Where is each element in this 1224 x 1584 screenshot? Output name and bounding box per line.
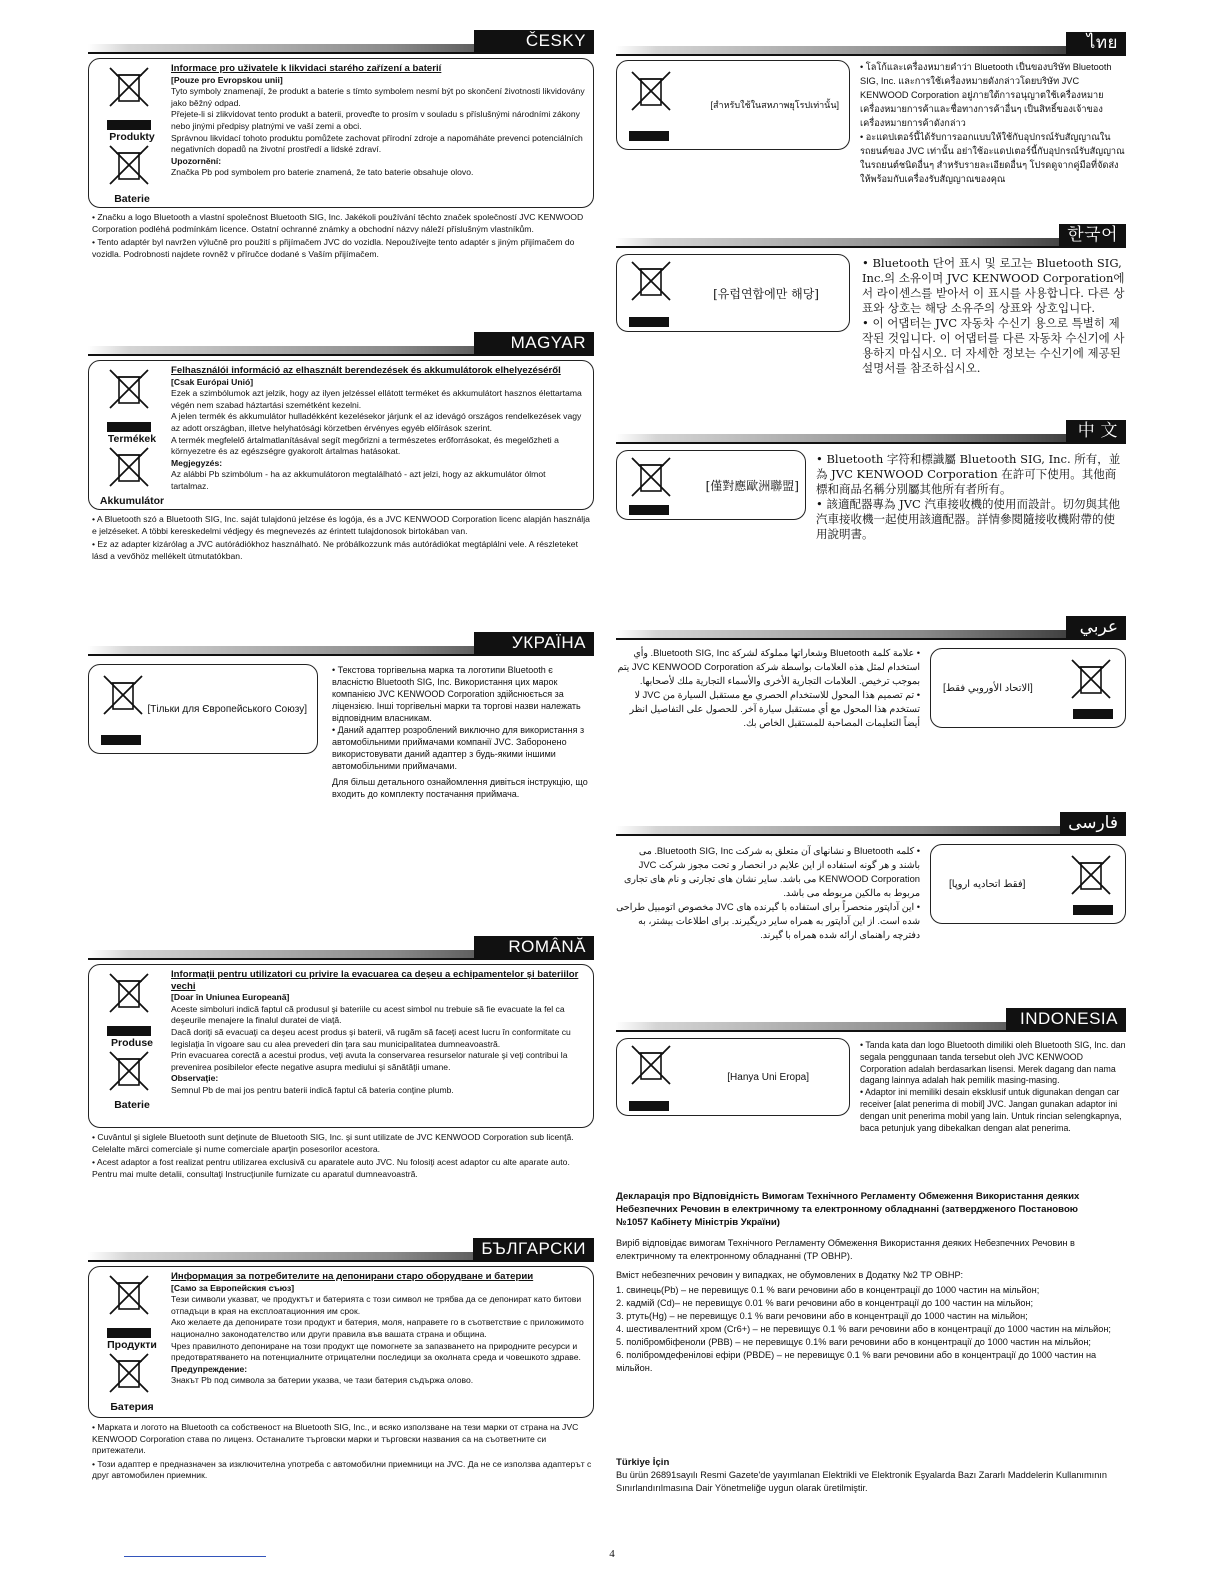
- paragraph: A termék megfelelő ártalmatlanításával segít megőrizni a természetes erőforrásokat, és megelőzheti a környezetre és az egészségre gyakorolt ártalmas hatásokat.: [171, 434, 559, 457]
- disposal-icons: [97, 1273, 169, 1413]
- bullet-item: • Acest adaptor a fost realizat pentru utilizarea exclusivă cu aparatele auto JVC. Nu folosiţi acest adaptor cu alte aparate auto. Pentru mai multe detalii, consultaţi Instrucţiunile furnizate cu aparatul dumneavoastră.: [92, 1157, 570, 1179]
- products-label: Produse: [110, 1037, 153, 1049]
- section-farsi: [616, 813, 1126, 940]
- paragraph: Az alábbi Pb szimbólum - ha az akkumulátoron megtalálható - azt jelzi, hogy az akkumulátor ólmot tartalmaz.: [171, 469, 546, 491]
- paragraph: Značka Pb pod symbolem pro baterie znamená, že tato baterie obsahuje olovo.: [171, 167, 474, 178]
- bullet-list: [616, 844, 920, 942]
- region-note: [Тільки для Європейського Союзу]: [147, 703, 307, 715]
- disposal-text: [171, 1267, 593, 1393]
- bullet-item: • Текстова торгівельна марка та логотипи Bluetooth є власністю Bluetooth SIG, Inc. Використання цих марок компанією JVC KENWOOD Corporation здійснюється за ліцензією. Інші торгівельні марки та торгові назви належать відповідним власникам.: [332, 665, 581, 723]
- eu-only-box: [616, 450, 806, 520]
- eu-only-box: [616, 1038, 850, 1116]
- list-item: 2. кадмій (Cd)– не перевищує 0.01 % ваги речовини або в концентрації до 100 частин на мільйон;: [616, 1298, 1034, 1308]
- black-bar: [107, 120, 151, 130]
- section-header: [616, 34, 1126, 56]
- section-korean: [616, 225, 1126, 375]
- crossed-bin-icon: [107, 143, 151, 187]
- bullet-item: • تم تصميم هذا المحول للاستخدام الحصري مع مستقبل السيارة من JVC لا تستخدم هذا المحول مع أي مستقبل سيارة آخر. للحصول على التفاصيل انظر أيضاً التعليمات المصاحبة للمستقبل الخاص بك.: [629, 689, 920, 728]
- crossed-bin-icon: [1069, 657, 1113, 701]
- section-header: [616, 814, 1126, 836]
- language-tag: ROMÂNĂ: [474, 936, 594, 958]
- bullet-list: [616, 646, 920, 730]
- warning-heading: Upozornění:: [171, 155, 222, 166]
- language-tag: فارسی: [1060, 812, 1126, 834]
- bullet-item: • Този адаптер е предназначен за изключителна употреба с автомобилни приемници на JVC. Да не се използва адаптерът с друг автомобилен приемник.: [92, 1458, 592, 1481]
- disposal-info-box: [88, 1266, 594, 1418]
- battery-label: Akkumulátor: [99, 495, 165, 507]
- section-header: [88, 334, 594, 356]
- region-note: [Doar în Uniunea Europeană]: [171, 992, 290, 1003]
- paragraph: Správnou likvidací tohoto produktu pomůžete zachovat přírodní zdroje a napomáháte prevenci potenciálních negativních dopadů na životní prostředí a lidské zdraví.: [171, 132, 583, 155]
- section-header: [616, 422, 1126, 444]
- language-tag: 中 文: [1066, 420, 1126, 442]
- crossed-bin-icon: [107, 65, 151, 109]
- list-item: 5. полібромбіфеноли (PBB) – не перевищує 0.1% ваги речовини або в концентрації до 1000 частин на мільйон;: [616, 1337, 1091, 1347]
- bullet-list: [862, 256, 1128, 376]
- bullet-item: • Ez az adapter kizárólag a JVC autórádiókhoz használható. Ne próbálkozzunk más autórádiókat megtáplálni vele. A részleteket lásd a vevőhöz mellékelt útmutatókban.: [92, 539, 578, 561]
- crossed-bin-icon: [629, 455, 673, 499]
- region-note: [فقط اتحادیه اروپا]: [949, 878, 1026, 890]
- paragraph: Вміст небезпечних речовин у випадках, не обумовлених в Додатку №2 ТР ОВНР:: [616, 1270, 964, 1280]
- turkey-heading: Türkiye İçin: [616, 1457, 670, 1468]
- bullet-item: • อะแดปเตอร์นี้ได้รับการออกแบบให้ใช้กับอุปกรณ์รับสัญญาณในรถยนต์ของ JVC เท่านั้น อย่าใช้อะแดปเตอร์นี้กับอุปกรณ์รับสัญญาณในรถยนต์ชนิดอื่นๆ สำหรับรายละเอียดอื่นๆ โปรดดูจากคู่มือที่จัดส่งให้พร้อมกับเครื่องรับสัญญาณของคุณ: [860, 132, 1125, 184]
- warning-heading: Observaţie:: [171, 1073, 219, 1084]
- bullet-list: [88, 1132, 594, 1180]
- crossed-bin-icon: [629, 1043, 673, 1087]
- black-bar: [1073, 709, 1113, 719]
- warning-heading: Megjegyzés:: [171, 457, 223, 468]
- bullet-item: • Bluetooth 字符和標識屬 Bluetooth SIG, Inc. 所有，並為 JVC KENWOOD Corporation 在許可下使用。其他商標和商品名稱分別屬其他所有者所有。: [816, 452, 1121, 496]
- paragraph: Тези символи указват, че продуктът и батерията с този символ не трябва да се депонират като битови отпадъци в края на експлоатационния им срок.: [171, 1294, 582, 1316]
- paragraph: Чрез правилното депониране на този продукт ще помогнете за запазването на природните ресурси и предотвратяването на потенциалните отрицателни последици за околната среда и човешкото здраве.: [171, 1340, 581, 1363]
- bullet-list: [816, 452, 1126, 542]
- paragraph: Dacă doriţi să evacuaţi ca deşeu acest produs şi baterii, vă rugăm să faceţi acest lucru în conformitate cu legislaţia în vigoare sau cu alea prevederi din ţara sau municipalitatea dumneavoastră.: [171, 1026, 571, 1049]
- black-bar: [629, 505, 669, 515]
- crossed-bin-icon: [107, 445, 151, 489]
- declaration-heading: Декларація про Відповідність Вимогам Технічного Регламенту Обмеження Використання деяких Небезпечних Речовин в електричному та електронному обладнанні (затвердженого Постановою №1057 Кабінету Міністрів України): [616, 1191, 1080, 1228]
- crossed-bin-icon: [107, 1049, 151, 1093]
- paragraph: Bu ürün 26891sayılı Resmi Gazete'de yayımlanan Elektrikli ve Elektronik Eşyalarda Bazı Zararlı Maddelerin Kullanımının Sınırlandırılmasına Dair Yönetmeliğe uygun olarak üretilmiştir.: [616, 1470, 1107, 1493]
- section-header: [616, 1010, 1126, 1032]
- language-tag: БЪЛГАРСКИ: [473, 1238, 594, 1260]
- region-note: [Pouze pro Evropskou unii]: [171, 74, 283, 85]
- region-note: [الاتحاد الأوروبي فقط]: [943, 682, 1033, 694]
- black-bar: [629, 1101, 669, 1111]
- eu-only-box: [88, 664, 318, 754]
- language-tag: УКРАЇНА: [474, 632, 594, 654]
- section-arabic: [616, 617, 1126, 728]
- crossed-bin-icon: [107, 1351, 151, 1395]
- paragraph: Přejete-li si zlikvidovat tento produkt a baterii, proveďte to prosím v souladu s příslušnými národními zákony nebo jinými předpisy platnými ve vaší zemi a obci.: [171, 109, 580, 131]
- bullet-list: [332, 664, 594, 800]
- bullet-item: • Cuvântul şi siglele Bluetooth sunt deţinute de Bluetooth SIG, Inc. şi sunt utilizate de JVC KENWOOD Corporation sub licenţă. Celelalte mărci comerciale şi nume comerciale aparţin posesorilor acestora.: [92, 1132, 574, 1154]
- language-tag: 한국어: [1059, 224, 1126, 246]
- battery-label: Baterie: [114, 1099, 150, 1111]
- section-header: [88, 634, 594, 656]
- products-label: Produkty: [109, 131, 155, 143]
- disposal-icons: [97, 65, 169, 205]
- list-item: 6. полібромдефенілові ефіри (PBDE) – не перевищує 0.1 % ваги речовини або в концентрації до 1000 частин на мільйон.: [616, 1350, 1097, 1373]
- products-label: Termékek: [107, 433, 157, 445]
- bullet-item: • Даний адаптер розроблений виключно для використання з автомобільними приймачами компанії JVC. Заборонено використовувати даний адаптер з будь-якими іншими автомобільними приймачами.: [332, 725, 585, 771]
- disposal-title: Информация за потребителите на депонирани старо оборудване и батерии: [171, 1271, 534, 1282]
- language-tag: ČESKY: [474, 30, 594, 52]
- paragraph: Tyto symboly znamenají, že produkt a baterie s tímto symbolem nesmí být po skončení životnosti likvidovány jako běžný odpad.: [171, 86, 585, 108]
- bullet-item: • 該適配器專為 JVC 汽車接收機的使用而設計。切勿與其他汽車接收機一起使用該適配器。詳情參閱隨接收機附帶的使用說明書。: [816, 497, 1120, 541]
- disposal-icons: [97, 971, 169, 1111]
- section-header: [616, 226, 1126, 248]
- section-header: [88, 938, 594, 960]
- bullet-list: [860, 1040, 1126, 1134]
- bullet-list: [860, 60, 1126, 186]
- crossed-bin-icon: [629, 259, 673, 303]
- black-bar: [107, 1328, 151, 1338]
- bullet-item: • Tento adaptér byl navržen výlučně pro použití s přijímačem JVC do vozidla. Nepoužívejte tento adaptér s jiným přijímačem do vozidla. Podrobnosti najdete rovněž v příručce dodané s Vaším přijímačem.: [92, 237, 575, 259]
- language-tag: عربي: [1066, 616, 1126, 638]
- products-label: Продукти: [107, 1339, 157, 1351]
- crossed-bin-icon: [1069, 853, 1113, 897]
- bullet-item: • Značku a logo Bluetooth a vlastní společnost Bluetooth SIG, Inc. Jakékoli používání těchto značek společností JVC KENWOOD Corporation podléhá podmínkám licence. Ostatní ochranné známky a obchodní názvy náleží příslušným vlastníkům.: [92, 212, 584, 234]
- crossed-bin-icon: [629, 69, 673, 113]
- paragraph: Виріб відповідає вимогам Технічного Регламенту Обмеження Використання деяких Небезпечних Речовин в електричному та електронному обладнанні (ТР ОВНР).: [616, 1238, 1075, 1261]
- bullet-item: • A Bluetooth szó a Bluetooth SIG, Inc. saját tulajdonú jelzése és logója, és a JVC KENWOOD Corporation licenc alapján használja e jelzéseket. A többi kereskedelmi védjegy és megnevezés az érintett tulajdonosok birtokában van.: [92, 514, 590, 536]
- turkey-compliance: [616, 1456, 1112, 1495]
- eu-only-box: [930, 844, 1126, 924]
- bullet-list: [88, 1422, 594, 1482]
- region-note: [僅對應歐洲聯盟]: [705, 478, 799, 493]
- bullet-item: • Марката и логото на Bluetooth са собственост на Bluetooth SIG, Inc., и всяко използване на тези марки от страна на JVC KENWOOD Corporation става по лиценз. Останалите търговски марки и търговски названия са на съответните си притежатели.: [92, 1422, 579, 1456]
- battery-label: Baterie: [114, 193, 150, 205]
- paragraph: Знакът Pb под символа за батерии указва, че тази батерия съдържа олово.: [171, 1375, 474, 1386]
- region-note: [สำหรับใช้ในสหภาพยุโรปเท่านั้น]: [710, 100, 839, 110]
- section-ukraine: [88, 633, 594, 799]
- section-header: [88, 32, 594, 54]
- disposal-title: Informaţii pentru utilizatori cu privire la evacuarea ca deşeu a echipamentelor şi bateriilor vechi: [171, 969, 579, 992]
- section-cesky: [88, 32, 594, 262]
- bullet-item: Для більш детального ознайомлення дивіться інструкцію, що входить до комплекту постачання приймача.: [332, 777, 588, 799]
- disposal-title: Felhasználói információ az elhasznált berendezések és akkumulátorok elhelyezéséről: [171, 365, 561, 376]
- list-item: 4. шестивалентний хром (Cr6+) – не перевищує 0.1 % ваги речовини або в концентрації до 1000 частин на мільйон;: [616, 1324, 1111, 1334]
- paragraph: A jelen termék és akkumulátor hulladékként kezelésekor járjunk el az idevágó országos rendelkezések vagy az adott országban, illetve helyhatósági körzetben érvényes egyéb előírások szerint.: [171, 411, 582, 433]
- crossed-bin-icon: [107, 1273, 151, 1317]
- substance-list: [616, 1284, 1112, 1375]
- section-magyar: [88, 334, 594, 564]
- rohs-declaration: [616, 1190, 1112, 1375]
- disposal-info-box: [88, 360, 594, 510]
- bullet-item: • Tanda kata dan logo Bluetooth dimiliki oleh Bluetooth SIG, Inc. dan segala penggunaan tanda tersebut oleh JVC KENWOOD Corporation adalah berdasarkan lisensi. Merek dagang dan nama dagang lainnya adalah hak pemilik masing-masing.: [860, 1040, 1126, 1086]
- section-header: [616, 618, 1126, 640]
- paragraph: Prin evacuarea corectă a acestui produs, veţi avuta la conservarea resurselor naturale şi veţi contribui la prevenirea posibilelor efecte negative asupra mediului şi sănătăţii umane.: [171, 1050, 568, 1072]
- battery-label: Батерия: [110, 1401, 154, 1413]
- disposal-text: [171, 965, 593, 1103]
- disposal-text: [171, 59, 593, 185]
- bullet-item: • Bluetooth 단어 표시 및 로고는 Bluetooth SIG, Inc.의 소유이며 JVC KENWOOD Corporation에서 라이센스를 받아서 이 표시를 사용합니다. 다른 상표와 상호는 해당 소유주의 상표와 상호입니다.: [862, 256, 1125, 315]
- disposal-info-box: [88, 58, 594, 208]
- paragraph: Ако желаете да депонирате този продукт и батерия, моля, направете го в съответствие с приложимото национално законодателство или други правила във вашата страна и община.: [171, 1317, 584, 1339]
- warning-heading: Предупреждение:: [171, 1363, 248, 1374]
- eu-only-box: [930, 648, 1126, 728]
- paragraph: Ezek a szimbólumok azt jelzik, hogy az ilyen jelzéssel ellátott terméket és akkumulátort hasznos élettartama végén nem szabad háztartási szemétként kezelni.: [171, 388, 582, 410]
- black-bar: [1073, 905, 1113, 915]
- bullet-list: [88, 514, 594, 562]
- black-bar: [629, 131, 669, 141]
- section-header: [88, 1240, 594, 1262]
- disposal-text: [171, 361, 593, 499]
- bullet-list: [88, 212, 594, 260]
- bullet-item: • 이 어댑터는 JVC 자동차 수신기 용으로 특별히 제작된 것입니다. 이 어댑터를 다른 자동차 수신기에 사용하지 마십시오. 더 자세한 정보는 수신기에 제공된 설명서를 참조하십시오.: [862, 316, 1125, 375]
- black-bar: [629, 317, 669, 327]
- disposal-title: Informace pro uživatele k likvidaci starého zařízení a baterií: [171, 63, 442, 74]
- list-item: 3. ртуть(Hg) – не перевищує 0.1 % ваги речовини або в концентрації до 1000 частин на мільйон;: [616, 1311, 1028, 1321]
- disposal-icons: [97, 367, 169, 507]
- eu-only-box: [616, 254, 850, 332]
- crossed-bin-icon: [101, 673, 145, 717]
- language-tag: INDONESIA: [1006, 1008, 1126, 1030]
- region-note: [Само за Европейския съюз]: [171, 1282, 295, 1293]
- bullet-item: • โลโก้และเครื่องหมายคำว่า Bluetooth เป็นของบริษัท Bluetooth SIG, Inc. และการใช้เครื่องหมายดังกล่าวโดยบริษัท JVC KENWOOD Corporation อยู่ภายใต้การอนุญาตใช้เครื่องหมาย เครื่องหมายการค้าและชื่อทางการค้าอื่นๆ เป็นสิทธิ์ของเจ้าของเครื่องหมายการค้าดังกล่าว: [860, 62, 1112, 128]
- disposal-info-box: [88, 964, 594, 1128]
- region-note: [Csak Európai Unió]: [171, 376, 254, 387]
- eu-only-box: [616, 60, 850, 150]
- crossed-bin-icon: [107, 367, 151, 411]
- region-note: [유럽연합에만 해당]: [713, 286, 819, 301]
- section-chinese: [616, 421, 1126, 541]
- page-number: 4: [609, 1548, 615, 1560]
- section-romana: [88, 938, 594, 1182]
- region-note: [Hanya Uni Eropa]: [727, 1071, 809, 1083]
- paragraph: Aceste simboluri indică faptul că produsul şi bateriile cu acest simbol nu trebuie să fie evacuate la fel ca deşeurile menajere la finalul duratei de viaţă.: [171, 1003, 565, 1026]
- section-bulgarian: [88, 1240, 594, 1484]
- language-tag: MAGYAR: [474, 332, 594, 354]
- section-indonesia: [616, 1009, 1126, 1133]
- black-bar: [107, 422, 151, 432]
- black-bar: [107, 1026, 151, 1036]
- section-thai: [616, 33, 1126, 184]
- bullet-item: • علامة كلمة Bluetooth وشعاراتها مملوكة لشركة Bluetooth SIG, Inc. وأي استخدام لمثل هذه العلامات بواسطة شركة JVC KENWOOD Corporation يتم بموجب ترخيص. العلامات التجارية الأخرى والأسماء التجارية ملك لأصحابها.: [617, 647, 920, 686]
- bullet-item: • Adaptor ini memiliki desain eksklusif untuk digunakan dengan car receiver [alat penerima di mobil] JVC. Jangan gunakan adaptor ini dengan unit penerima mobil yang lain. Untuk rincian selengkapnya, baca petunjuk yang dibekalkan dengan alat penerima.: [860, 1087, 1122, 1133]
- bullet-item: • این آداپتور منحصراً برای استفاده با گیرنده های JVC مخصوص اتومبیل طراحی شده است. از این آداپتور به همراه سایر دریگیرند. برای اطلاعات بیشتر، به دفترچه راهنمای ارائه شده همراه با گیرند.: [616, 901, 920, 940]
- crossed-bin-icon: [107, 971, 151, 1015]
- list-item: 1. свинець(Pb) – не перевищує 0.1 % ваги речовини або в концентрації до 1000 частин на мільйон;: [616, 1285, 1040, 1295]
- language-tag: ไทย: [1066, 32, 1126, 54]
- paragraph: Semnul Pb de mai jos pentru baterii indică faptul că bateria conţine plumb.: [171, 1084, 454, 1095]
- black-bar: [101, 735, 141, 745]
- bullet-item: • کلمه Bluetooth و نشانهای آن متعلق به شرکت Bluetooth SIG, Inc. می باشند و هر گونه استفاده از این علایم در انحصار و تحت مجوز شرکت JVC KENWOOD Corporation می باشد. سایر نشان های تجارتی و نام های تجاری مربوط به مالکین مربوطه می باشد.: [624, 845, 920, 898]
